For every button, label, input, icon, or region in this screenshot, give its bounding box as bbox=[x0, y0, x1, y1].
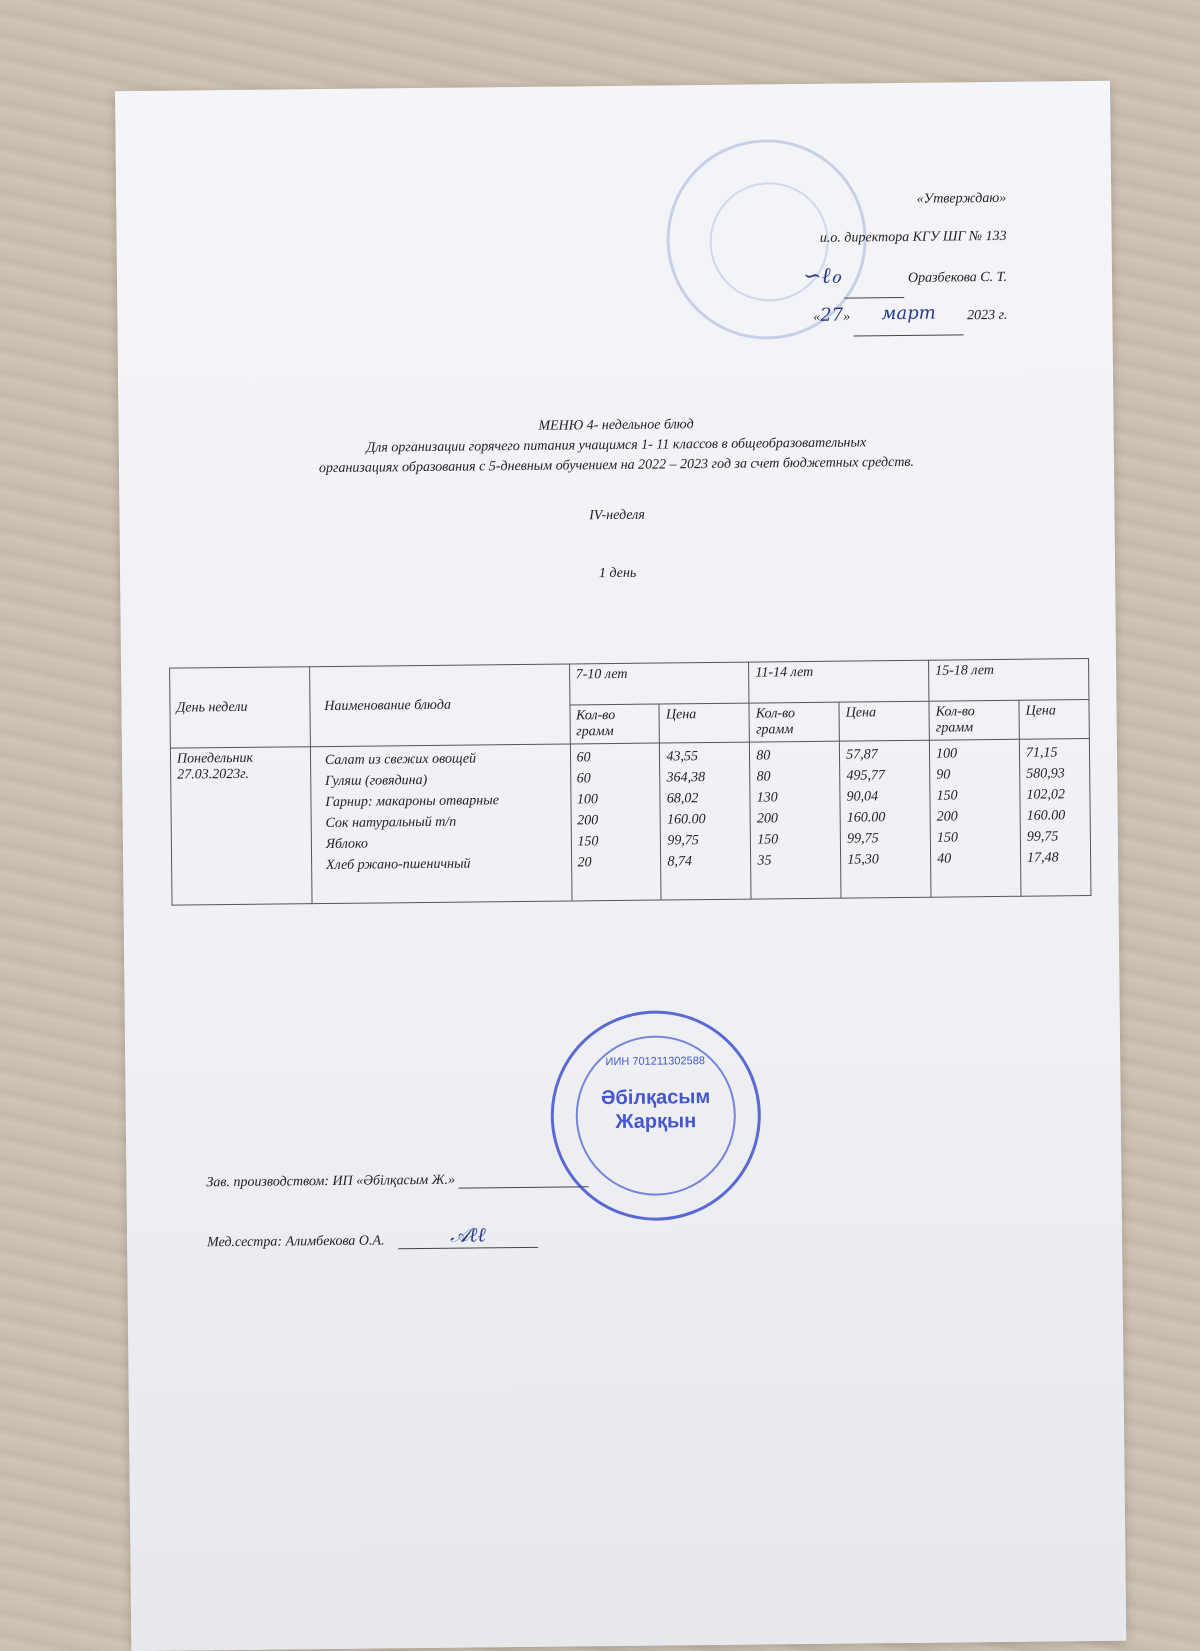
price-value: 90,04 bbox=[846, 789, 879, 805]
heading-line-2: Для организации горячего питания учащимся 1- 11 классов в общеобразовательных bbox=[366, 435, 867, 456]
stamp-name-line-1: Әбілқасым bbox=[600, 1086, 711, 1110]
price-value: 43,55 bbox=[666, 749, 698, 765]
price-value: 580,93 bbox=[1026, 766, 1065, 782]
qty-column-7-10 bbox=[570, 743, 662, 901]
qty-value: 150 bbox=[757, 832, 779, 848]
qty-value: 200 bbox=[577, 813, 599, 829]
price-value: 71,15 bbox=[1025, 745, 1058, 761]
header-day-of-week: День недели bbox=[170, 667, 311, 748]
approval-title: «Утверждаю» bbox=[916, 190, 1007, 207]
price-value: 57,87 bbox=[846, 747, 878, 763]
header-qty: Кол-во грамм bbox=[929, 700, 1019, 740]
dish-name: Салат из свежих овощей bbox=[324, 751, 477, 769]
nurse-label: Мед.сестра: Алимбекова О.А. bbox=[207, 1233, 385, 1251]
qty-value: 60 bbox=[576, 750, 591, 766]
heading-line-3: организациях образования с 5-дневным обучением на 2022 – 2023 год за счет бюджетных средств. bbox=[318, 454, 915, 477]
header-age-group: 15-18 лет bbox=[929, 659, 1089, 702]
production-manager-line bbox=[206, 1171, 588, 1191]
price-column-15-18 bbox=[1019, 739, 1091, 897]
date-day: 27 bbox=[820, 304, 844, 326]
dish-name: Яблоко bbox=[325, 836, 369, 853]
nurse-line bbox=[207, 1222, 538, 1251]
qty-value: 60 bbox=[576, 771, 591, 787]
week-label: IV-неделя bbox=[589, 507, 645, 524]
header-age-group: 7-10 лет bbox=[569, 662, 749, 705]
qty-value: 80 bbox=[756, 748, 771, 764]
qty-value: 200 bbox=[936, 809, 958, 825]
menu-table bbox=[169, 658, 1091, 906]
price-value: 8,74 bbox=[667, 854, 693, 870]
price-value: 17,48 bbox=[1027, 850, 1059, 866]
entrepreneur-stamp bbox=[550, 1010, 762, 1222]
approval-signature-line bbox=[677, 256, 1007, 297]
nurse-signature: 𝒜ℓℓ bbox=[450, 1222, 486, 1247]
approval-block bbox=[676, 180, 1008, 335]
qty-value: 90 bbox=[936, 767, 951, 783]
header-qty: Кол-во грамм bbox=[749, 702, 839, 742]
day-label: 1 день bbox=[598, 565, 637, 582]
dish-column bbox=[310, 744, 571, 904]
day-name: Понедельник bbox=[176, 750, 254, 767]
header-dish-name: Наименование блюда bbox=[309, 664, 569, 747]
qty-value: 35 bbox=[757, 853, 772, 869]
production-signature-line bbox=[459, 1186, 589, 1188]
qty-value: 130 bbox=[756, 790, 778, 806]
header-qty: Кол-во грамм bbox=[569, 704, 659, 744]
approval-position: и.о. директора КГУ ШГ № 133 bbox=[819, 228, 1007, 246]
dish-name: Хлеб ржано-пшеничный bbox=[325, 856, 471, 874]
price-value: 364,38 bbox=[666, 770, 706, 786]
dish-name: Сок натуральный т/п bbox=[325, 814, 457, 832]
qty-value: 150 bbox=[577, 834, 599, 850]
production-manager-label: Зав. производством: ИП «Әбілқасым Ж.» bbox=[206, 1172, 456, 1191]
document-page bbox=[115, 81, 1126, 1651]
qty-value: 150 bbox=[936, 788, 958, 804]
stamp-name-line-2: Жарқын bbox=[615, 1110, 697, 1134]
date-month: март bbox=[881, 302, 936, 325]
qty-value: 150 bbox=[936, 830, 959, 846]
menu-heading bbox=[118, 411, 1114, 481]
qty-value: 200 bbox=[756, 811, 779, 827]
price-value: 68,02 bbox=[666, 791, 699, 807]
price-value: 99,75 bbox=[847, 831, 879, 847]
header-price: Цена bbox=[839, 701, 929, 741]
price-value: 495,77 bbox=[846, 768, 886, 784]
price-value: 160.00 bbox=[846, 810, 886, 826]
heading-line-1: МЕНЮ 4- недельное блюд bbox=[538, 417, 694, 434]
qty-value: 100 bbox=[576, 792, 599, 808]
nurse-signature-line bbox=[398, 1222, 538, 1249]
price-value: 99,75 bbox=[1026, 829, 1059, 845]
stamp-name bbox=[553, 1085, 757, 1135]
header-price: Цена bbox=[659, 703, 749, 743]
approval-date: «27» март 2023 г. bbox=[677, 294, 1007, 335]
header-price: Цена bbox=[1019, 700, 1089, 740]
price-value: 160.00 bbox=[667, 812, 706, 828]
approval-name: Оразбекова С. Т. bbox=[907, 269, 1008, 286]
stamp-iin: ИИН 701211302588 bbox=[605, 1055, 705, 1069]
price-value: 160.00 bbox=[1026, 808, 1066, 824]
dish-name: Гарнир: макароны отварные bbox=[325, 793, 499, 811]
price-column-7-10 bbox=[660, 742, 752, 900]
price-column-11-14 bbox=[840, 740, 932, 898]
day-date: 27.03.2023г. bbox=[177, 766, 250, 783]
qty-value: 100 bbox=[936, 746, 958, 762]
price-value: 102,02 bbox=[1026, 787, 1066, 803]
qty-column-15-18 bbox=[929, 739, 1021, 897]
header-age-group: 11-14 лет bbox=[749, 660, 929, 703]
qty-value: 20 bbox=[577, 855, 592, 871]
price-value: 99,75 bbox=[667, 833, 699, 849]
dish-name: Гуляш (говядина) bbox=[325, 772, 428, 790]
day-cell bbox=[170, 747, 312, 905]
qty-value: 40 bbox=[937, 851, 952, 867]
table-row bbox=[170, 739, 1091, 906]
price-value: 15,30 bbox=[847, 852, 879, 868]
qty-column-11-14 bbox=[750, 741, 842, 899]
date-year: 2023 г. bbox=[967, 307, 1008, 324]
director-signature: ∽ℓℴ bbox=[803, 263, 842, 290]
qty-value: 80 bbox=[756, 769, 771, 785]
